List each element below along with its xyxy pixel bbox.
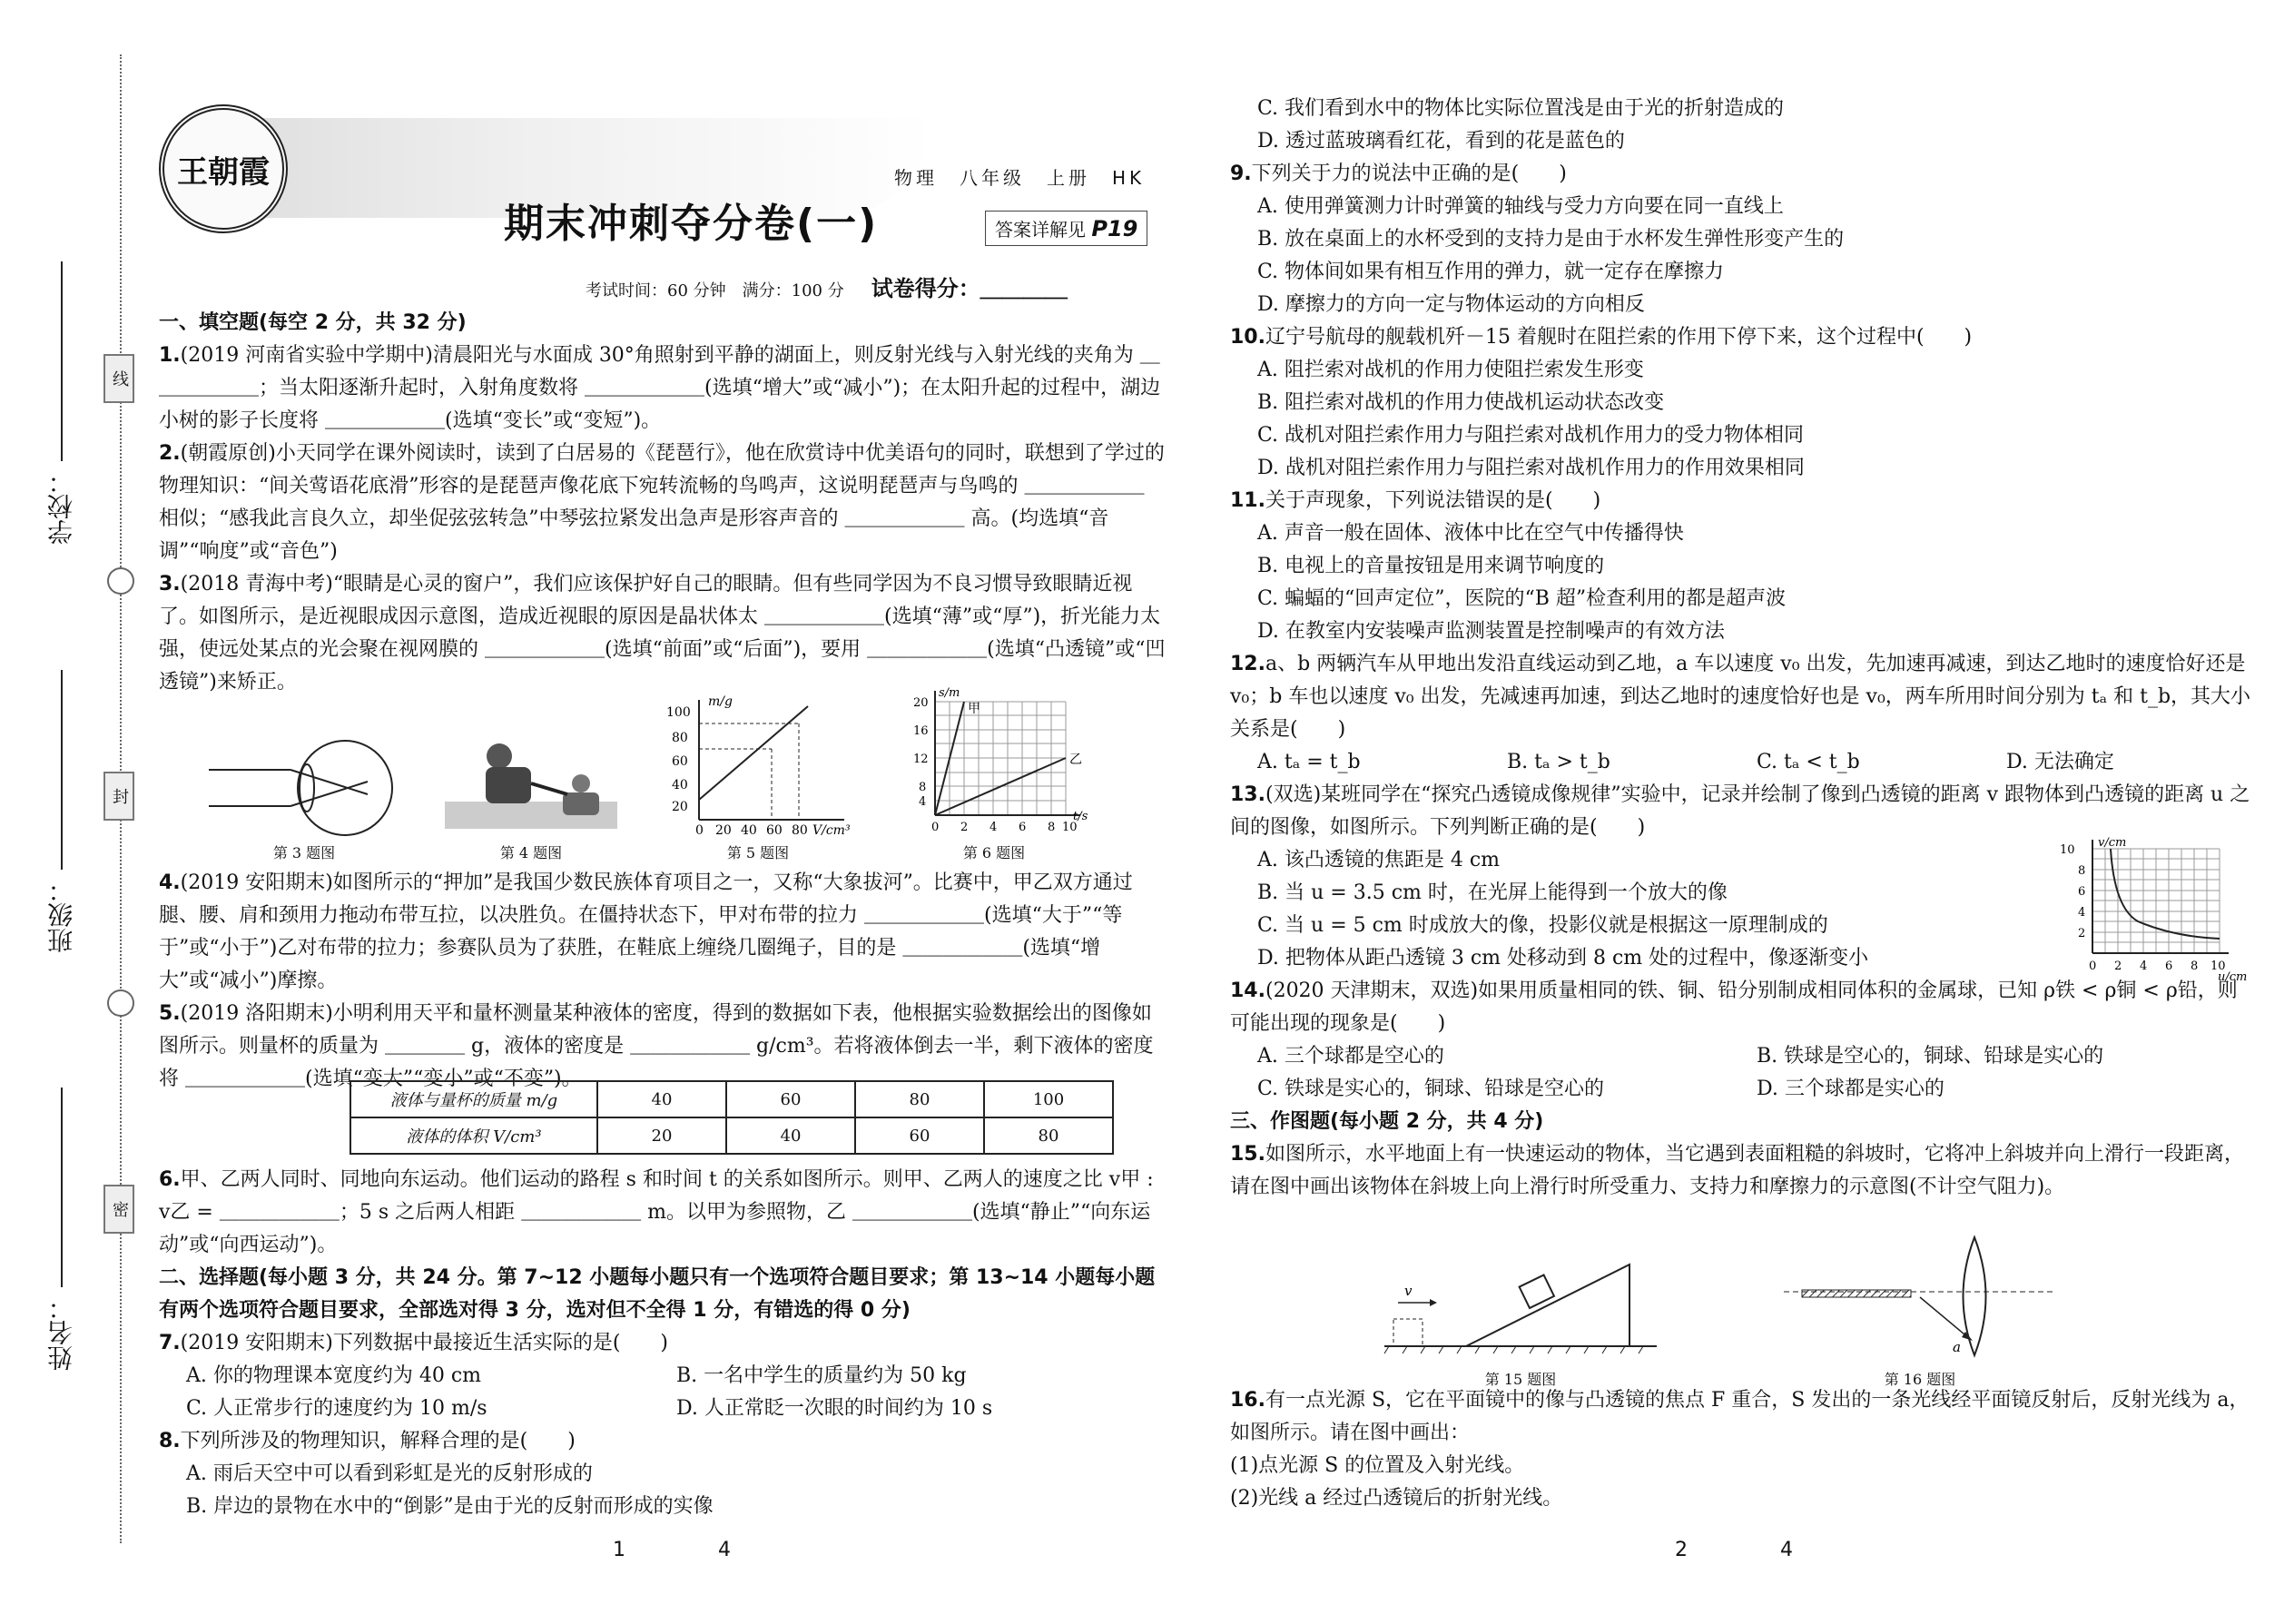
option-b: B. 放在桌面上的水杯受到的支持力是由于水杯发生弹性形变产生的 <box>1257 228 1845 251</box>
section-choice <box>159 1164 1167 1523</box>
question-16-part-2: (2)光线 a 经过凸透镜后的折射光线。 <box>1230 1487 1563 1510</box>
table-cell: 80 <box>855 1081 984 1117</box>
option-c: C. 铁球是实心的，铜球、铅球是空心的 <box>1257 1078 1605 1100</box>
series-label: 乙 <box>1069 753 1082 767</box>
table-cell: 液体的体积 V/cm³ <box>350 1117 597 1154</box>
section-title: 二、选择题(每小题 3 分，共 24 分。第 7~12 小题每小题只有一个选项符合题目要求；第 13~14 小题每小题有两个选项符合题目要求，全部选对得 3 分，选对但不全得 1 分，有错选的得 0 分) <box>159 1266 1156 1322</box>
option-b: B. 一名中学生的质量约为 50 kg <box>676 1364 967 1387</box>
figure-caption: 第 6 题图 <box>962 844 1026 861</box>
y-tick: 60 <box>672 754 688 769</box>
x-tick: 60 <box>766 823 783 838</box>
x-tick: 0 <box>2089 960 2097 973</box>
figure-caption: 第 4 题图 <box>499 844 563 861</box>
option-d: D. 透过蓝玻璃看红花，看到的花是蓝色的 <box>1257 130 1625 153</box>
y-tick: 10 <box>2060 843 2075 857</box>
paper-header <box>150 54 1167 301</box>
option-a: A. 使用弹簧测力计时弹簧的轴线与受力方向要在同一直线上 <box>1257 195 1784 218</box>
data-table-wrap <box>350 1080 1114 1155</box>
option-d: D. 战机对阻拦索作用力与阻拦索对战机作用力的作用效果相同 <box>1257 457 1805 479</box>
option-a: A. 你的物理课本宽度约为 40 cm <box>186 1364 482 1387</box>
y-tick: 4 <box>919 795 927 809</box>
y-tick: 4 <box>2078 906 2086 920</box>
option-c: C. 我们看到水中的物体比实际位置浅是由于光的折射造成的 <box>1257 97 1785 120</box>
figure-13 <box>2056 835 2248 984</box>
mirror-lens-diagram <box>1784 1237 2056 1364</box>
question-7-options <box>159 1360 1167 1425</box>
question-14-options <box>1230 1040 2256 1106</box>
option-c: C. 当 u = 5 cm 时成放大的像，投影仪就是根据这一原理制成的 <box>1257 914 1828 937</box>
x-axis-label: V/cm³ <box>812 823 851 838</box>
x-tick: 0 <box>931 821 940 834</box>
x-tick: 20 <box>715 823 732 838</box>
table-cell: 60 <box>855 1117 984 1154</box>
question-15: 15.如图所示，水平地面上有一快速运动的物体，当它遇到表面粗糙的斜坡时，它将冲上斜坡并向上滑行一段距离，请在图中画出该物体在斜坡上向上滑行时所受重力、支持力和摩擦力的示意图(不计空气阻力)。 <box>1230 1143 2244 1198</box>
question-2: 2.(朝霞原创)小天同学在课外阅读时，读到了白居易的《琵琶行》，他在欣赏诗中优美语句的同时，联想到了学过的物理知识：“间关莺语花底滑”形容的是琵琶声像花底下宛转流畅的鸟鸣声，这说明琵琶声与鸟鸣的 ＿＿＿＿＿＿ 相似；“感我此言良久立，却坐促弦弦转急”中琴弦拉紧发出急声是形容声音的 ＿＿＿＿＿＿ 高。(均选填“音调”“响度”或“音色”) <box>159 442 1165 563</box>
class-field[interactable] <box>44 654 80 953</box>
table-row <box>350 1117 1113 1154</box>
x-axis-label: u/cm <box>2218 970 2248 984</box>
question-12: 12.a、b 两辆汽车从甲地出发沿直线运动到乙地，a 车以速度 v₀ 出发，先加速再减速，到达乙地时的速度恰好还是 v₀；b 车也以速度 v₀ 出发，先减速再加速，到达乙地时的速度恰好也是 v₀，两车所用时间分别为 tₐ 和 t_b，其大小关系是( ) <box>1230 653 2251 741</box>
figure-4 <box>440 729 622 862</box>
table-cell: 40 <box>597 1081 726 1117</box>
section-fill-blank <box>159 307 1167 699</box>
y-tick: 2 <box>2078 927 2086 940</box>
question-3: 3.(2018 青海中考)“眼睛是心灵的窗户”，我们应该保护好自己的眼睛。但有些同学因为不良习惯导致眼睛近视了。如图所示，是近视眼成因示意图，造成近视眼的原因是晶状体太 ＿＿＿＿＿＿(选填“薄”或“厚”)，折光能力太强，使远处某点的光会聚在视网膜的 ＿＿＿＿＿＿(选填“前面”或“后面”)，要用 ＿＿＿＿＿＿(选填“凸透镜”或“凹透镜”)来矫正。 <box>159 573 1166 694</box>
section-title: 一、填空题(每空 2 分，共 32 分) <box>159 311 467 334</box>
table-cell: 20 <box>597 1117 726 1154</box>
school-label: 学校： <box>46 468 76 545</box>
table-row <box>350 1081 1113 1117</box>
x-tick: 4 <box>2140 960 2148 973</box>
option-b: B. tₐ > t_b <box>1507 751 1610 773</box>
y-axis-label: s/m <box>939 686 960 700</box>
y-tick: 100 <box>666 705 691 720</box>
figures-row <box>204 686 1167 862</box>
x-tick: 10 <box>1062 821 1078 834</box>
question-6: 6.甲、乙两人同时、同地向东运动。他们运动的路程 s 和时间 t 的关系如图所示。则甲、乙两人的速度之比 v甲 : v乙 = ＿＿＿＿＿＿；5 s 之后两人相距 ＿＿＿＿＿＿ m。以甲为参照物，乙 ＿＿＿＿＿＿(选填“静止”“向东运动”或“向西运动”)。 <box>159 1168 1154 1256</box>
figures-row-2 <box>1384 1235 2201 1389</box>
y-tick: 40 <box>672 778 688 792</box>
page-title: 期末冲刺夺分卷(一) <box>504 201 879 247</box>
option-a: A. 声音一般在固体、液体中比在空气中传播得快 <box>1257 522 1684 545</box>
option-b: B. 岸边的景物在水中的“倒影”是由于光的反射而形成的实像 <box>186 1495 714 1518</box>
table-cell: 60 <box>726 1081 855 1117</box>
x-tick: 6 <box>2165 960 2173 973</box>
option-b: B. 当 u = 3.5 cm 时，在光屏上能得到一个放大的像 <box>1257 881 1728 904</box>
option-b: B. 铁球是空心的，铜球、铅球是实心的 <box>1757 1045 2104 1068</box>
data-table <box>350 1080 1114 1155</box>
table-cell: 40 <box>726 1117 855 1154</box>
class-label: 班级： <box>46 877 76 953</box>
table-cell: 液体与量杯的质量 m/g <box>350 1081 597 1117</box>
question-7: 7.(2019 安阳期末)下列数据中最接近生活实际的是( ) <box>159 1332 668 1354</box>
option-a: A. 三个球都是空心的 <box>1257 1045 1444 1068</box>
option-a: A. 阻拦索对战机的作用力使阻拦索发生形变 <box>1257 359 1644 381</box>
figure-caption: 第 16 题图 <box>1884 1371 1956 1388</box>
x-tick: 4 <box>989 821 998 834</box>
option-c: C. 战机对阻拦索作用力与阻拦索对战机作用力的受力物体相同 <box>1257 424 1805 447</box>
figure-15 <box>1384 1255 1657 1389</box>
tug-of-war-photo <box>445 729 617 838</box>
velocity-label: v <box>1404 1283 1413 1299</box>
y-tick: 6 <box>2078 885 2086 899</box>
question-4: 4.(2019 安阳期末)如图所示的“押加”是我国少数民族体育项目之一，又称“大象拔河”。比赛中，甲乙双方通过腿、腰、肩和颈用力拖动布带互拉，以决胜负。在僵持状态下，甲对布带的拉力 ＿＿＿＿＿＿(选填“大于”“等于”或“小于”)乙对布带的拉力；参赛队员为了获胜，在鞋底上缠绕几圈绳子，目的是 ＿＿＿＿＿＿(选填“增大”或“减小”)摩擦。 <box>159 871 1133 992</box>
question-10: 10.辽宁号航母的舰载机歼－15 着舰时在阻拦索的作用下停下来，这个过程中( ) <box>1230 326 1973 349</box>
option-c: C. 蝙蝠的“回声定位”，医院的“B 超”检查利用的都是超声波 <box>1257 587 1787 610</box>
y-tick: 16 <box>913 724 929 738</box>
x-tick: 40 <box>741 823 757 838</box>
gutter-tag-seal: 封 <box>103 772 134 821</box>
option-d: D. 无法确定 <box>2006 751 2114 773</box>
question-11: 11.关于声现象，下列说法错误的是( ) <box>1230 489 1601 512</box>
question-12-options <box>1230 746 2256 779</box>
option-d: D. 把物体从距凸透镜 3 cm 处移动到 8 cm 处的过程中，像逐渐变小 <box>1257 947 1869 969</box>
x-tick: 80 <box>792 823 808 838</box>
exam-info: 考试时间：60 分钟 满分：100 分 试卷得分：＿＿＿＿ <box>586 276 1068 301</box>
table-cell: 100 <box>984 1081 1113 1117</box>
question-5: 5.(2019 洛阳期末)小明利用天平和量杯测量某种液体的密度，得到的数据如下表，他根据实验数据绘出的图像如图所示。则量杯的质量为 ＿＿＿＿ g，液体的密度是 ＿＿＿＿＿＿ g/cm³。若将液体倒去一半，剩下液体的密度将 ＿＿＿＿＿＿(选填“变大”“变小”或“不变”)。 <box>159 1002 1154 1090</box>
question-13-options <box>1230 844 2029 975</box>
x-axis-label: t/s <box>1073 810 1088 823</box>
option-d: D. 三个球都是实心的 <box>1757 1078 1944 1100</box>
series-label: 甲 <box>968 702 980 716</box>
figure-caption: 第 3 题图 <box>272 844 336 861</box>
subject-tag: 物理 八年级 上册 HK <box>894 167 1146 189</box>
option-b: B. 电视上的音量按钮是用来调节响度的 <box>1257 555 1605 577</box>
right-column <box>1230 0 2256 1624</box>
question-16: 16.有一点光源 S，它在平面镜中的像与凸透镜的焦点 F 重合，S 发出的一条光线经平面镜反射后，反射光线为 a，如图所示。请在图中画出： <box>1230 1389 2250 1444</box>
incline-diagram <box>1384 1255 1657 1364</box>
y-axis-label: v/cm <box>2098 836 2127 850</box>
y-tick: 8 <box>919 781 927 794</box>
answer-reference: 答案详解见 P19 <box>985 211 1147 246</box>
x-tick: 0 <box>695 823 704 838</box>
y-axis-label: m/g <box>708 694 733 709</box>
name-label: 姓名： <box>46 1294 76 1371</box>
score-field: 试卷得分：＿＿＿＿ <box>871 276 1068 301</box>
x-tick: 6 <box>1019 821 1027 834</box>
figure-16 <box>1784 1237 2056 1389</box>
binding-gutter <box>0 0 145 1624</box>
left-column <box>150 0 1167 1624</box>
y-tick: 8 <box>2078 864 2086 878</box>
distance-time-graph <box>899 684 1089 838</box>
option-a: A. 雨后天空中可以看到彩虹是光的反射形成的 <box>186 1462 593 1485</box>
x-tick: 2 <box>960 821 969 834</box>
section-fill-blank-cont <box>159 867 1167 1096</box>
page-number: 1 4 <box>613 1539 767 1561</box>
option-d: D. 在教室内安装噪声监测装置是控制噪声的有效方法 <box>1257 620 1725 643</box>
gutter-tag-line: 线 <box>103 354 134 403</box>
y-tick: 20 <box>913 696 929 710</box>
figure-5 <box>658 693 858 862</box>
x-tick: 10 <box>2210 960 2226 973</box>
option-a: A. tₐ = t_b <box>1257 751 1361 773</box>
y-tick: 20 <box>672 800 688 814</box>
question-8: 8.下列所涉及的物理知识，解释合理的是( ) <box>159 1430 576 1452</box>
option-d: D. 人正常眨一次眼的时间约为 10 s <box>676 1397 993 1420</box>
section-drawing-cont <box>1230 1384 2256 1515</box>
mass-volume-graph <box>663 693 853 838</box>
figure-caption: 第 5 题图 <box>726 844 790 861</box>
option-b: B. 阻拦索对战机的作用力使战机运动状态改变 <box>1257 391 1665 414</box>
option-c: C. 人正常步行的速度约为 10 m/s <box>186 1397 487 1420</box>
name-field[interactable] <box>44 1071 80 1371</box>
question-13: 13.(双选)某班同学在“探究凸透镜成像规律”实验中，记录并绘制了像到凸透镜的距离 v 跟物体到凸透镜的距离 u 之间的图像，如图所示。下列判断正确的是( ) <box>1230 783 2250 839</box>
gutter-tag-secret: 密 <box>103 1185 134 1234</box>
option-d: D. 摩擦力的方向一定与物体运动的方向相反 <box>1257 293 1645 316</box>
figure-3 <box>204 738 404 862</box>
x-tick: 8 <box>1048 821 1056 834</box>
table-cell: 80 <box>984 1117 1113 1154</box>
y-tick: 80 <box>672 731 688 745</box>
x-tick: 2 <box>2114 960 2122 973</box>
question-1: 1.(2019 河南省实验中学期中)清晨阳光与水面成 30°角照射到平静的湖面上，则反射光线与入射光线的夹角为 ＿＿＿＿＿＿；当太阳逐渐升起时，入射角度数将 ＿＿＿＿＿＿(选填“增大”或“减小”)；在太阳升起的过程中，湖边小树的影子长度将 ＿＿＿＿＿＿(选填“变长”或“变短”)。 <box>159 344 1161 432</box>
question-9: 9.下列关于力的说法中正确的是( ) <box>1230 162 1567 185</box>
brand-logo: 王朝霞 <box>159 104 288 233</box>
figure-caption: 第 15 题图 <box>1484 1371 1557 1388</box>
x-tick: 8 <box>2191 960 2199 973</box>
option-c: C. 物体间如果有相互作用的弹力，就一定存在摩擦力 <box>1257 261 1725 283</box>
question-16-part-1: (1)点光源 S 的位置及入射光线。 <box>1230 1454 1525 1477</box>
eye-diagram <box>209 738 399 838</box>
y-tick: 12 <box>913 753 929 766</box>
section-title: 三、作图题(每小题 2 分，共 4 分) <box>1230 1110 1544 1133</box>
figure-6 <box>894 684 1094 862</box>
gutter-circle-icon <box>107 567 134 595</box>
option-c: C. tₐ < t_b <box>1757 751 1860 773</box>
section-choice-cont <box>1230 93 2256 1204</box>
gutter-circle-icon <box>107 989 134 1017</box>
ray-label: a <box>1953 1339 1961 1355</box>
question-14: 14.(2020 天津期末，双选)如果用质量相同的铁、铜、铅分别制成相同体积的金属球，已知 ρ铁 < ρ铜 < ρ铅，则可能出现的现象是( ) <box>1230 979 2238 1035</box>
image-distance-graph <box>2056 835 2248 984</box>
school-field[interactable] <box>44 245 80 545</box>
option-a: A. 该凸透镜的焦距是 4 cm <box>1257 849 1501 871</box>
page-number: 2 4 <box>1675 1539 1829 1561</box>
